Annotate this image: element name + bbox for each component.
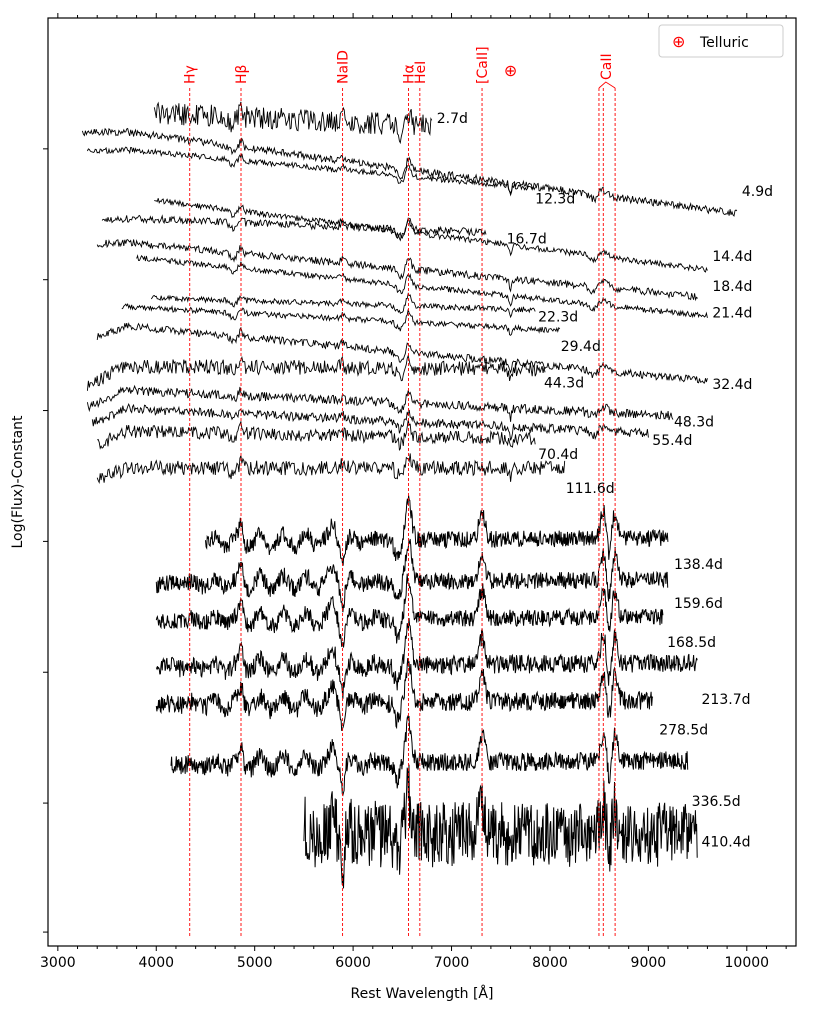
legend-telluric-symbol: ⊕	[672, 32, 686, 51]
epoch-label-22-3d: 22.3d	[538, 309, 579, 326]
epoch-label-138-4d: 138.4d	[673, 557, 723, 574]
epoch-label-21-4d: 21.4d	[712, 305, 753, 322]
epoch-label-4-9d: 4.9d	[741, 184, 774, 201]
epoch-label-70-4d: 70.4d	[538, 446, 579, 463]
x-tick-label: 10000	[724, 955, 770, 971]
epoch-label-18-4d: 18.4d	[712, 278, 753, 295]
x-tick-label: 7000	[433, 955, 470, 971]
line-id-caii-label: CaII	[598, 53, 615, 80]
line-id-caii-label: [CaII]	[475, 46, 492, 84]
epoch-label-55-4d: 55.4d	[652, 432, 693, 449]
x-tick-label: 5000	[236, 955, 273, 971]
x-tick-label: 6000	[335, 955, 371, 971]
legend	[659, 25, 783, 57]
epoch-label-111-6d: 111.6d	[565, 481, 615, 498]
y-axis-ticks	[43, 149, 48, 932]
y-axis-title: Log(Flux)-Constant	[10, 415, 26, 549]
legend-telluric-label: Telluric	[700, 35, 749, 51]
epoch-label-2-7d: 2.7d	[436, 110, 468, 127]
epoch-label-168-5d: 168.5d	[667, 635, 717, 652]
line-id-h-label: Hα	[401, 64, 418, 84]
line-id-h-label: Hγ	[182, 65, 199, 84]
x-axis-title: Rest Wavelength [Å]	[350, 986, 494, 1002]
line-id-h-label: Hβ	[234, 64, 251, 84]
epoch-label-14-4d: 14.4d	[712, 249, 753, 266]
epoch-label-32-4d: 32.4d	[712, 377, 753, 394]
epoch-label-12-3d: 12.3d	[535, 191, 576, 208]
epoch-label-48-3d: 48.3d	[673, 414, 715, 431]
x-tick-label: 9000	[630, 955, 667, 971]
epoch-label-44-3d: 44.3d	[544, 375, 585, 392]
telluric-marker-symbol: ⊕	[503, 61, 518, 80]
epoch-label-278-5d: 278.5d	[659, 722, 709, 739]
epoch-label-159-6d: 159.6d	[673, 596, 723, 613]
epoch-label-410-4d: 410.4d	[701, 834, 751, 851]
x-tick-label: 8000	[532, 955, 568, 971]
epoch-label-213-7d: 213.7d	[701, 691, 751, 708]
line-id-hei-label: HeI	[412, 60, 429, 84]
line-id-naid-label: NaID	[335, 50, 352, 84]
epoch-label-29-4d: 29.4d	[560, 339, 601, 356]
epoch-label-336-5d: 336.5d	[691, 793, 741, 810]
epoch-label-16-7d: 16.7d	[506, 231, 547, 248]
x-tick-label: 3000	[40, 955, 76, 971]
x-tick-label: 4000	[138, 955, 175, 971]
